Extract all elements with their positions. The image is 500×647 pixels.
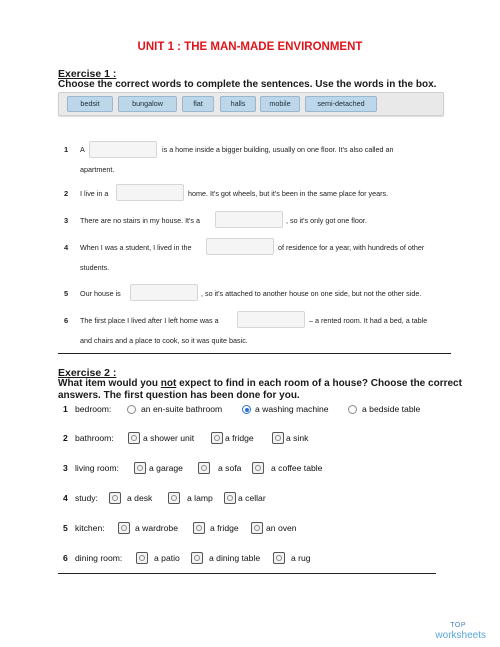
question-text: and chairs and a place to cook, so it was quite basic. <box>80 336 248 345</box>
row-number: 4 <box>63 493 68 503</box>
option-checkbox[interactable] <box>273 552 285 564</box>
option-checkbox[interactable] <box>198 462 210 474</box>
room-label: bedroom: <box>75 404 112 414</box>
option-checkbox[interactable] <box>109 492 121 504</box>
option-checkbox[interactable] <box>211 432 223 444</box>
option-label[interactable]: a patio <box>154 553 180 563</box>
question-text: – a rented room. It had a bed, a table <box>309 316 428 325</box>
exercise2-instruction-line2: answers. The first question has been done for you. <box>58 390 300 401</box>
question-text: home. It's got wheels, but it's been in the same place for years. <box>188 189 389 198</box>
divider <box>58 573 436 574</box>
option-label[interactable]: a sofa <box>218 463 242 473</box>
option-checkbox[interactable] <box>224 492 236 504</box>
question-text: students. <box>80 263 110 272</box>
exercise2-instruction: What item would you not expect to find in each room of a house? Choose the correct <box>58 378 462 389</box>
option-label[interactable]: a coffee table <box>271 463 323 473</box>
answer-blank-1[interactable] <box>89 141 157 158</box>
option-radio[interactable] <box>127 405 136 414</box>
option-radio[interactable] <box>348 405 357 414</box>
word-chip-semi-detached[interactable]: semi-detached <box>305 96 377 112</box>
exercise2-heading: Exercise 2 : <box>58 367 117 379</box>
word-chip-mobile[interactable]: mobile <box>260 96 300 112</box>
question-text: When I was a student, I lived in the <box>80 243 192 252</box>
option-checkbox[interactable] <box>272 432 284 444</box>
option-label[interactable]: a washing machine <box>255 404 329 414</box>
exercise1-heading: Exercise 1 : <box>58 68 117 80</box>
room-label: living room: <box>75 463 119 473</box>
option-checkbox[interactable] <box>251 522 263 534</box>
question-text: Our house is <box>80 289 121 298</box>
question-text: , so it's attached to another house on one side, but not the other side. <box>201 289 422 298</box>
logo-top: TOP <box>450 622 466 629</box>
question-text: The first place I lived after I left home was a <box>80 316 219 325</box>
option-label[interactable]: a lamp <box>187 493 213 503</box>
option-checkbox[interactable] <box>168 492 180 504</box>
option-label[interactable]: a sink <box>286 433 309 443</box>
page-title: UNIT 1 : THE MAN-MADE ENVIRONMENT <box>137 41 363 53</box>
word-chip-bedsit[interactable]: bedsit <box>67 96 113 112</box>
word-chip-flat[interactable]: flat <box>182 96 214 112</box>
room-label: study: <box>75 493 98 503</box>
answer-blank-6[interactable] <box>237 311 305 328</box>
answer-blank-4[interactable] <box>206 238 274 255</box>
option-label[interactable]: a fridge <box>225 433 254 443</box>
option-label[interactable]: an en-suite bathroom <box>141 404 223 414</box>
answer-blank-3[interactable] <box>215 211 283 228</box>
option-label[interactable]: a fridge <box>210 523 239 533</box>
question-number: 2 <box>64 189 69 198</box>
divider <box>58 353 451 354</box>
option-label[interactable]: a desk <box>127 493 153 503</box>
question-number: 3 <box>64 216 69 225</box>
question-text: A <box>80 145 85 154</box>
option-checkbox[interactable] <box>136 552 148 564</box>
option-checkbox[interactable] <box>252 462 264 474</box>
row-number: 6 <box>63 553 68 563</box>
option-checkbox[interactable] <box>134 462 146 474</box>
question-text: I live in a <box>80 189 109 198</box>
option-label[interactable]: a bedside table <box>362 404 421 414</box>
row-number: 3 <box>63 463 68 473</box>
option-radio-selected[interactable] <box>242 405 251 414</box>
option-checkbox[interactable] <box>193 522 205 534</box>
question-number: 4 <box>64 243 69 252</box>
option-label[interactable]: a dining table <box>209 553 261 563</box>
exercise1-instruction: Choose the correct words to complete the sentences. Use the words in the box. <box>58 79 437 90</box>
room-label: dining room: <box>75 553 123 563</box>
row-number: 1 <box>63 404 68 414</box>
answer-blank-2[interactable] <box>116 184 184 201</box>
word-chip-halls[interactable]: halls <box>220 96 256 112</box>
room-label: bathroom: <box>75 433 114 443</box>
option-label[interactable]: an oven <box>266 523 297 533</box>
room-label: kitchen: <box>75 523 105 533</box>
row-number: 5 <box>63 523 68 533</box>
option-label[interactable]: a wardrobe <box>135 523 178 533</box>
option-checkbox[interactable] <box>191 552 203 564</box>
option-label[interactable]: a cellar <box>238 493 266 503</box>
logo-bottom: worksheets <box>435 630 486 641</box>
option-checkbox[interactable] <box>118 522 130 534</box>
question-number: 6 <box>64 316 69 325</box>
question-number: 1 <box>64 145 69 154</box>
question-text: There are no stairs in my house. It's a <box>80 216 201 225</box>
option-label[interactable]: a shower unit <box>143 433 195 443</box>
question-number: 5 <box>64 289 69 298</box>
question-text: of residence for a year, with hundreds of other <box>278 243 425 252</box>
row-number: 2 <box>63 433 68 443</box>
word-box <box>58 92 444 116</box>
question-text: apartment. <box>80 165 115 174</box>
question-text: is a home inside a bigger building, usually on one floor. It's also called an <box>162 145 394 154</box>
option-label[interactable]: a garage <box>149 463 183 473</box>
option-checkbox[interactable] <box>128 432 140 444</box>
question-text: , so it's only got one floor. <box>286 216 367 225</box>
option-label[interactable]: a rug <box>291 553 311 563</box>
answer-blank-5[interactable] <box>130 284 198 301</box>
word-chip-bungalow[interactable]: bungalow <box>118 96 177 112</box>
